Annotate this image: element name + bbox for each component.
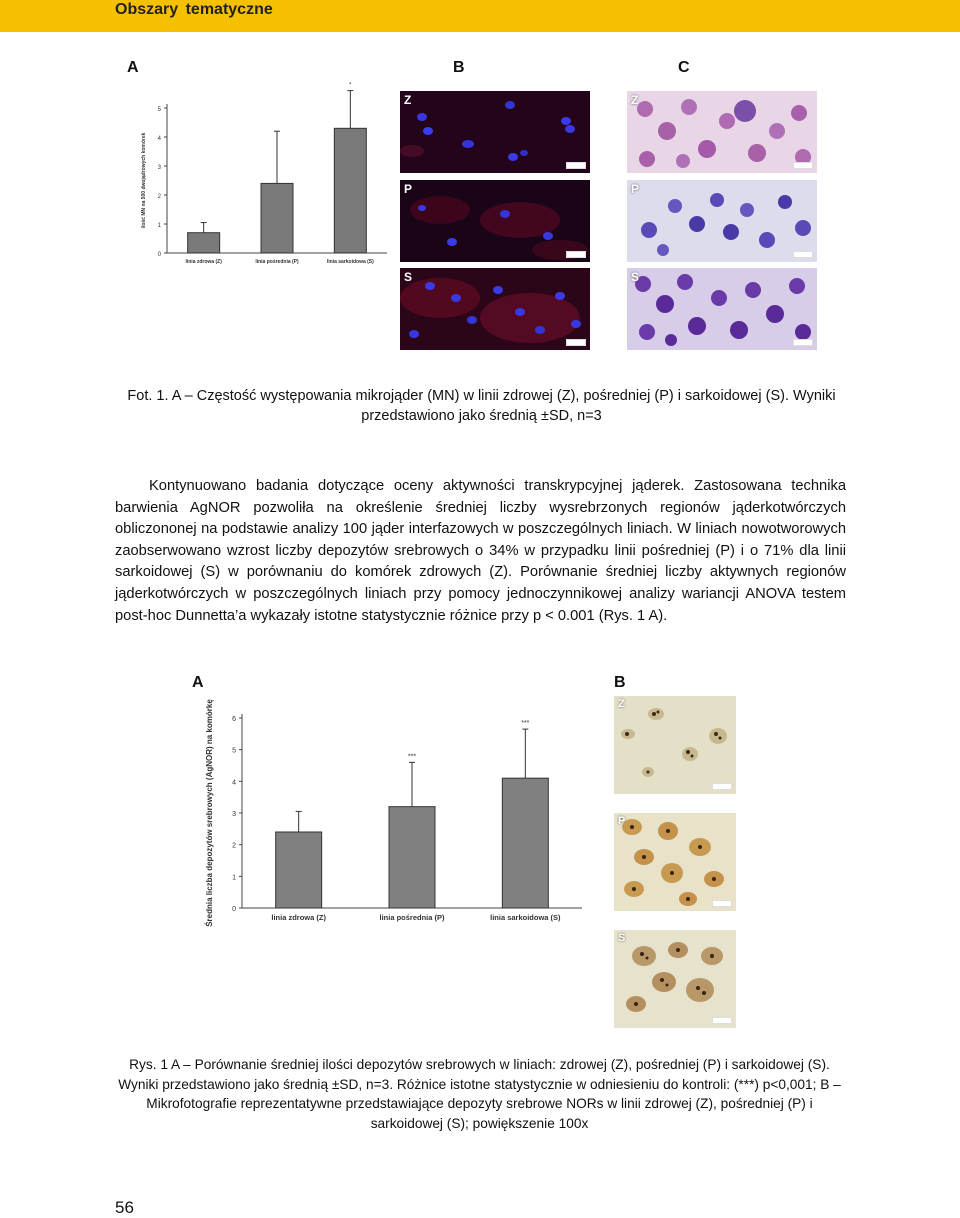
panel-label-z: Z (404, 93, 412, 107)
y-tick-label: 1 (157, 223, 161, 229)
scale-bar (566, 339, 586, 346)
bar (261, 183, 293, 253)
fig2-label-a: A (192, 674, 204, 691)
category-label: linia zdrowa (Z) (185, 259, 222, 265)
bar (389, 807, 435, 908)
y-axis-label: Średnia liczba depozytów srebrowych (AgNOR) na komórkę (205, 699, 214, 927)
fig2-chart (198, 699, 590, 930)
y-tick-label: 0 (232, 906, 236, 913)
y-axis-label: ilość MN na 500 dwujądrowych komórek (141, 132, 147, 229)
bar (334, 128, 366, 253)
fig2-caption: Rys. 1 A – Porównanie średniej ilości depozytów srebrowych w liniach: zdrowej (Z), pośredniej (P) i sarkoidowej (S). Wyniki przedstawiono jako średnią ±SD, n=3. Różnice istotne statystycznie w odniesieniu do kontroli: (***) p<0,001; B – Mikrofotografie reprezentatywne przedstawiające depozyty srebrowe NORs w linii zdrowej (Z), pośredniej (P) i sarkoidowej (S); powiększenie 100x (118, 1057, 841, 1131)
category-label: linia zdrowa (Z) (271, 913, 326, 922)
panel-label-p: P (631, 182, 640, 196)
fig1-label-c: C (678, 59, 690, 76)
micrograph-fluorescence-z (400, 91, 590, 173)
fig1-label-b: B (453, 59, 465, 76)
significance-label: *** (521, 720, 530, 728)
micrograph-fluorescence-s (400, 268, 590, 350)
y-tick-label: 4 (157, 136, 161, 142)
page-number: 56 (115, 1198, 134, 1217)
significance-label: * (349, 82, 352, 89)
header-title: Obszary tematyczne (115, 1, 273, 18)
significance-label: *** (407, 753, 417, 761)
y-tick-label: 6 (232, 716, 236, 723)
y-tick-label: 2 (232, 842, 236, 850)
y-tick-label: 5 (232, 747, 236, 755)
category-label: linia sarkoidowa (S) (326, 259, 374, 265)
y-tick-label: 4 (232, 779, 236, 787)
bar (276, 832, 322, 908)
category-label: linia pośrednia (P) (255, 259, 299, 265)
bar (188, 233, 220, 253)
y-tick-label: 0 (157, 252, 161, 258)
panel-label-z: Z (631, 93, 639, 107)
y-tick-label: 3 (157, 165, 161, 171)
micrograph-stained-p (627, 180, 817, 262)
category-label: linia pośrednia (P) (379, 913, 445, 922)
scale-bar (712, 900, 732, 907)
panel-label-s: S (631, 270, 640, 284)
scale-bar (566, 162, 586, 169)
body-paragraph (115, 476, 846, 627)
micrograph-agnor-z (614, 696, 736, 794)
y-tick-label: 5 (157, 107, 161, 113)
panel-label-p: P (404, 182, 413, 196)
scale-bar (793, 162, 813, 169)
y-tick-label: 3 (232, 811, 236, 818)
fig1-caption: Fot. 1. A – Częstość występowania mikrojąder (MN) w linii zdrowej (Z), pośredniej (P) i sarkoidowej (S). Wyniki przedstawiono jako średnią ±SD, n=3 (127, 388, 836, 424)
fig1-label-a: A (127, 59, 139, 76)
panel-label-p: P (618, 815, 626, 827)
micrograph-stained-z (627, 91, 817, 173)
panel-label-s: S (618, 932, 626, 944)
bar (502, 778, 548, 908)
category-label: linia sarkoidowa (S) (490, 913, 561, 922)
micrograph-fluorescence-p (400, 180, 590, 262)
scale-bar (793, 251, 813, 258)
fig1-chart (133, 82, 395, 275)
scale-bar (712, 783, 732, 790)
micrograph-agnor-s (614, 930, 736, 1028)
body-paragraph-text: Kontynuowano badania dotyczące oceny aktywności transkrypcyjnej jąderek. Zastosowana technika barwienia AgNOR pozwoliła na określenie średniej liczby wysrebrzonych regionów jąderkotwórczych obliczononej na podstawie analizy 100 jąder interfazowych w poszczególnych liniach. W liniach nowotworowych zaobserwowano wzrost liczby depozytów srebrowych o 34% w przypadku linii pośredniej (P) i o 71% dla linii sarkoidowej (S) w porównaniu do komórek zdrowych (Z). Porównanie średniej liczby aktywnych regionów jąderkotwórczych w poszczególnych liniach przy pomocy jednoczynnikowej analizy wariancji ANOVA testem post-hoc Dunnetta’a wykazały istotne statystycznie różnice przy p < 0.001 (Rys. 1 A). (115, 478, 846, 624)
micrograph-stained-s (627, 268, 817, 350)
y-tick-label: 1 (232, 874, 236, 882)
fig2-label-b: B (614, 674, 626, 691)
panel-label-z: Z (618, 698, 625, 710)
scale-bar (793, 339, 813, 346)
scale-bar (566, 251, 586, 258)
scale-bar (712, 1017, 732, 1024)
y-tick-label: 2 (157, 194, 161, 200)
panel-label-s: S (404, 270, 413, 284)
micrograph-agnor-p (614, 813, 736, 911)
